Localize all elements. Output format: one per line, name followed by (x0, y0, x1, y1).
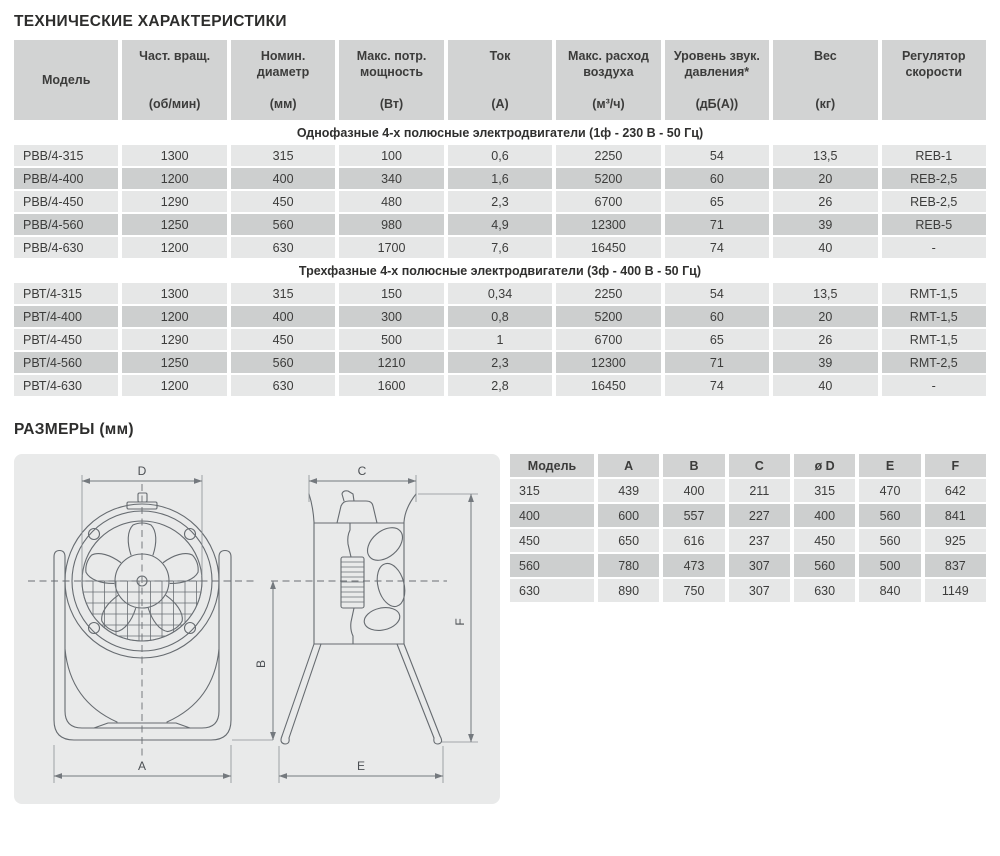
spec-cell: 5200 (556, 168, 660, 189)
spec-cell: РВВ/4-630 (14, 237, 118, 258)
dims-cell: 630 (510, 579, 594, 602)
spec-cell: 400 (231, 306, 335, 327)
dim-label-e: E (356, 759, 366, 773)
dims-cell: 642 (925, 479, 986, 502)
spec-header-cell (448, 40, 552, 120)
spec-header-cell (122, 40, 226, 120)
spec-cell: 39 (773, 214, 877, 235)
spec-header-title: Номин. диаметр (256, 49, 310, 80)
spec-cell: 1200 (122, 375, 226, 396)
spec-cell: 7,6 (448, 237, 552, 258)
dim-label-d: D (137, 464, 147, 478)
dims-cell: 473 (663, 554, 724, 577)
spec-header-unit: (А) (491, 96, 509, 111)
spec-cell: 1300 (122, 145, 226, 166)
spec-cell: 40 (773, 237, 877, 258)
spec-cell: 2,3 (448, 352, 552, 373)
spec-cell: 71 (665, 214, 769, 235)
dims-cell: 307 (729, 554, 790, 577)
spec-cell: РВТ/4-400 (14, 306, 118, 327)
dim-label-c: C (357, 464, 367, 478)
spec-cell: 980 (339, 214, 443, 235)
spec-cell: 26 (773, 191, 877, 212)
spec-cell: 630 (231, 237, 335, 258)
dims-cell: 560 (794, 554, 855, 577)
spec-table (14, 40, 986, 396)
spec-cell: 6700 (556, 329, 660, 350)
spec-cell: 54 (665, 283, 769, 304)
fan-technical-drawing-icon (14, 454, 500, 804)
drawing-panel (14, 454, 500, 804)
spec-cell: 1200 (122, 306, 226, 327)
dim-label-b: B (254, 659, 268, 669)
dims-cell: 650 (598, 529, 659, 552)
dims-cell: 227 (729, 504, 790, 527)
spec-header-title: Макс. потр. мощность (356, 49, 427, 80)
dimensions-title: РАЗМЕРЫ (мм) (14, 421, 134, 438)
dims-cell: 557 (663, 504, 724, 527)
spec-header-cell (339, 40, 443, 120)
dims-cell: 470 (859, 479, 920, 502)
dims-cell: 400 (510, 504, 594, 527)
spec-cell: 20 (773, 306, 877, 327)
dims-cell: 560 (859, 529, 920, 552)
dims-header-cell: B (663, 454, 724, 477)
spec-cell: 74 (665, 375, 769, 396)
spec-header-cell (773, 40, 877, 120)
spec-cell: 2,3 (448, 191, 552, 212)
spec-cell: 20 (773, 168, 877, 189)
spec-header-cell (556, 40, 660, 120)
fan-side-view (232, 464, 478, 783)
spec-header-unit: (Вт) (379, 96, 404, 111)
spec-cell: 54 (665, 145, 769, 166)
spec-cell: 1250 (122, 352, 226, 373)
spec-header-unit: (дБ(А)) (695, 96, 739, 111)
spec-header-unit: (мм) (269, 96, 297, 111)
spec-header-title: Част. вращ. (139, 49, 211, 63)
spec-cell: 13,5 (773, 145, 877, 166)
page-title: ТЕХНИЧЕСКИЕ ХАРАКТЕРИСТИКИ (14, 13, 287, 30)
dims-cell: 630 (794, 579, 855, 602)
dims-cell: 450 (794, 529, 855, 552)
spec-cell: REB-2,5 (882, 168, 986, 189)
spec-header-cell (14, 40, 118, 120)
spec-cell: 450 (231, 329, 335, 350)
spec-cell: 65 (665, 329, 769, 350)
spec-cell: 0,34 (448, 283, 552, 304)
spec-header-unit: (кг) (815, 96, 836, 111)
dims-cell: 439 (598, 479, 659, 502)
spec-cell: REB-1 (882, 145, 986, 166)
spec-cell: 65 (665, 191, 769, 212)
spec-header-title: Вес (813, 49, 837, 63)
spec-cell: RMT-1,5 (882, 306, 986, 327)
spec-header-cell (231, 40, 335, 120)
spec-cell: 480 (339, 191, 443, 212)
spec-cell: 16450 (556, 375, 660, 396)
spec-cell: 1200 (122, 237, 226, 258)
dims-cell: 560 (510, 554, 594, 577)
spec-cell: 150 (339, 283, 443, 304)
dims-header-cell: Модель (510, 454, 594, 477)
spec-cell: 1200 (122, 168, 226, 189)
spec-cell: 2,8 (448, 375, 552, 396)
spec-cell: RMT-1,5 (882, 283, 986, 304)
dims-cell: 400 (794, 504, 855, 527)
spec-cell: 315 (231, 145, 335, 166)
spec-cell: 560 (231, 352, 335, 373)
spec-cell: 40 (773, 375, 877, 396)
spec-cell: 6700 (556, 191, 660, 212)
spec-cell: 1 (448, 329, 552, 350)
dims-cell: 315 (510, 479, 594, 502)
spec-cell: 60 (665, 306, 769, 327)
dim-label-f: F (453, 618, 467, 626)
spec-cell: 39 (773, 352, 877, 373)
dims-cell: 211 (729, 479, 790, 502)
spec-cell: 12300 (556, 352, 660, 373)
dims-cell: 600 (598, 504, 659, 527)
spec-cell: RMT-1,5 (882, 329, 986, 350)
spec-cell: 12300 (556, 214, 660, 235)
spec-header-title: Регулятор скорости (902, 49, 966, 80)
dims-header-cell: A (598, 454, 659, 477)
dimensions-table (510, 454, 986, 602)
dims-cell: 400 (663, 479, 724, 502)
spec-cell: 1,6 (448, 168, 552, 189)
spec-cell: 26 (773, 329, 877, 350)
spec-header-cell (665, 40, 769, 120)
spec-cell: 1250 (122, 214, 226, 235)
dims-header-cell: E (859, 454, 920, 477)
spec-cell: РВТ/4-315 (14, 283, 118, 304)
spec-cell: 2250 (556, 145, 660, 166)
dimensions-section (14, 454, 986, 804)
spec-header-title: Модель (42, 72, 91, 87)
dims-cell: 841 (925, 504, 986, 527)
dims-cell: 837 (925, 554, 986, 577)
spec-cell: 4,9 (448, 214, 552, 235)
spec-cell: 5200 (556, 306, 660, 327)
spec-cell: РВВ/4-560 (14, 214, 118, 235)
spec-cell: 400 (231, 168, 335, 189)
spec-cell: 71 (665, 352, 769, 373)
spec-header-title: Ток (489, 49, 511, 63)
spec-cell: РВТ/4-560 (14, 352, 118, 373)
spec-cell: 300 (339, 306, 443, 327)
spec-cell: 1300 (122, 283, 226, 304)
dims-cell: 840 (859, 579, 920, 602)
spec-cell: 1600 (339, 375, 443, 396)
spec-cell: 100 (339, 145, 443, 166)
dims-cell: 307 (729, 579, 790, 602)
spec-cell: 1700 (339, 237, 443, 258)
spec-cell: RMT-2,5 (882, 352, 986, 373)
spec-header-title: Макс. расход воздуха (567, 49, 649, 80)
dims-cell: 750 (663, 579, 724, 602)
spec-cell: РВВ/4-450 (14, 191, 118, 212)
spec-cell: 0,8 (448, 306, 552, 327)
dims-cell: 925 (925, 529, 986, 552)
spec-cell: 1210 (339, 352, 443, 373)
spec-cell: - (882, 237, 986, 258)
spec-cell: 16450 (556, 237, 660, 258)
spec-cell: 0,6 (448, 145, 552, 166)
dims-header-cell: F (925, 454, 986, 477)
dims-cell: 780 (598, 554, 659, 577)
dims-header-cell: ø D (794, 454, 855, 477)
dims-cell: 237 (729, 529, 790, 552)
spec-cell: 2250 (556, 283, 660, 304)
spec-section-title: Однофазные 4-х полюсные электродвигатели (1ф - 230 В - 50 Гц) (14, 122, 986, 143)
dim-label-a: A (137, 759, 147, 773)
spec-cell: РВВ/4-315 (14, 145, 118, 166)
spec-cell: 13,5 (773, 283, 877, 304)
spec-cell: REB-2,5 (882, 191, 986, 212)
spec-cell: 1290 (122, 329, 226, 350)
spec-section-title: Трехфазные 4-х полюсные электродвигатели (3ф - 400 В - 50 Гц) (14, 260, 986, 281)
spec-cell: РВВ/4-400 (14, 168, 118, 189)
spec-cell: РВТ/4-450 (14, 329, 118, 350)
dims-cell: 500 (859, 554, 920, 577)
spec-cell: 560 (231, 214, 335, 235)
dims-cell: 1149 (925, 579, 986, 602)
spec-header-title: Уровень звук. давления* (673, 49, 760, 80)
spec-cell: 60 (665, 168, 769, 189)
fan-front-view (28, 464, 254, 783)
spec-cell: 450 (231, 191, 335, 212)
dims-cell: 890 (598, 579, 659, 602)
spec-cell: 1290 (122, 191, 226, 212)
spec-header-unit: (об/мин) (148, 96, 201, 111)
spec-cell: 315 (231, 283, 335, 304)
spec-header-unit: (м³/ч) (592, 96, 625, 111)
spec-cell: - (882, 375, 986, 396)
dims-cell: 450 (510, 529, 594, 552)
dims-cell: 560 (859, 504, 920, 527)
dims-cell: 616 (663, 529, 724, 552)
spec-cell: 500 (339, 329, 443, 350)
spec-header-cell (882, 40, 986, 120)
dims-cell: 315 (794, 479, 855, 502)
spec-cell: 340 (339, 168, 443, 189)
spec-cell: РВТ/4-630 (14, 375, 118, 396)
spec-cell: 630 (231, 375, 335, 396)
dims-header-cell: C (729, 454, 790, 477)
spec-cell: 74 (665, 237, 769, 258)
spec-cell: REB-5 (882, 214, 986, 235)
